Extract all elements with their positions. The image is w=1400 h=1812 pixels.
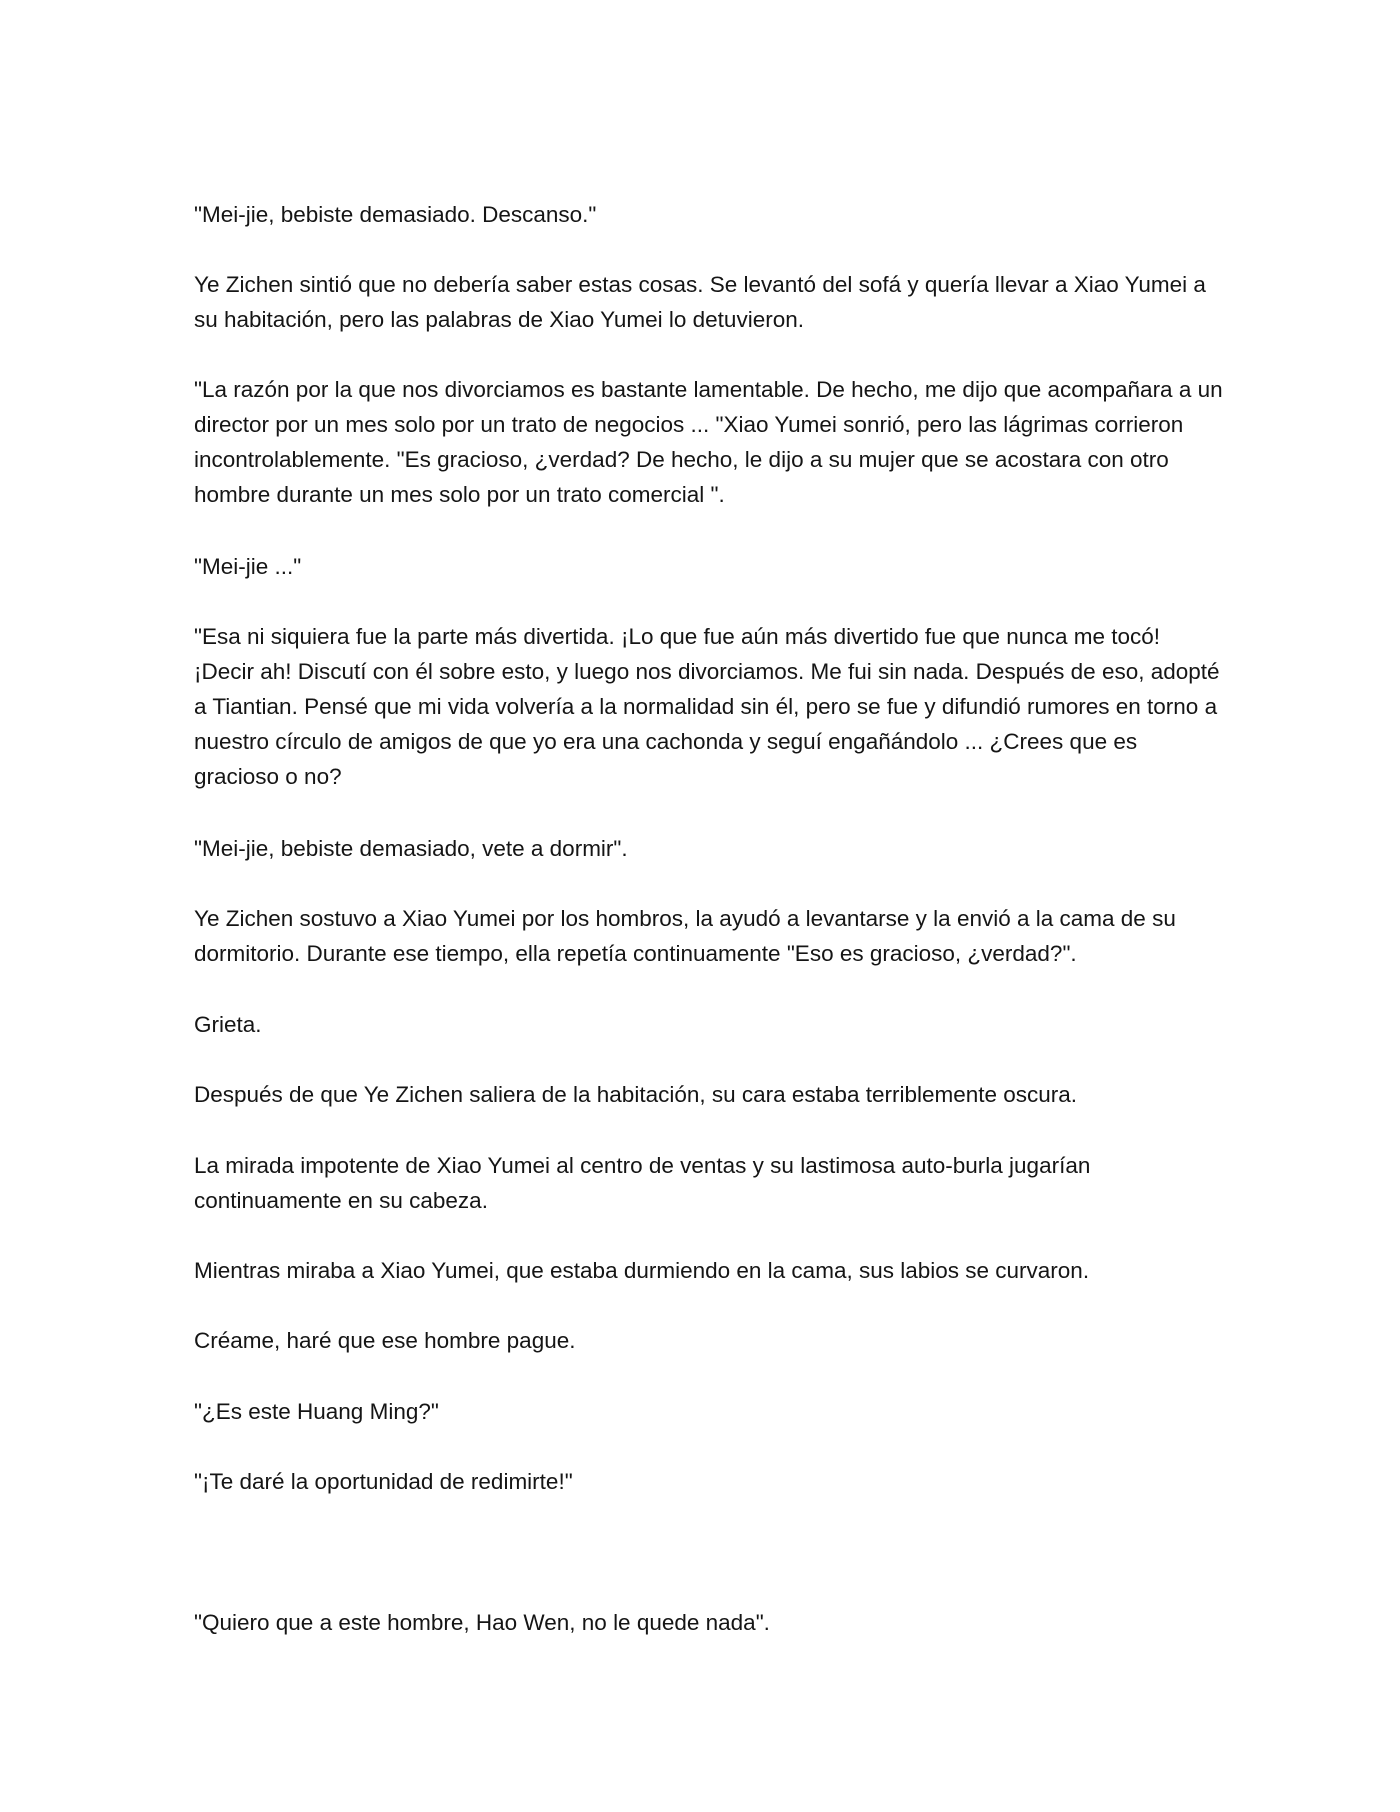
paragraph: Mientras miraba a Xiao Yumei, que estaba durmiendo en la cama, sus labios se curvaron. bbox=[194, 1258, 1090, 1283]
paragraph: Grieta. bbox=[194, 1012, 262, 1037]
paragraph: "¿Es este Huang Ming?" bbox=[194, 1399, 439, 1424]
paragraph: "¡Te daré la oportunidad de redimirte!" bbox=[194, 1469, 573, 1494]
paragraph: "Quiero que a este hombre, Hao Wen, no le quede nada". bbox=[194, 1610, 770, 1635]
paragraph: Después de que Ye Zichen saliera de la habitación, su cara estaba terriblemente oscura. bbox=[194, 1082, 1078, 1107]
paragraph: Ye Zichen sostuvo a Xiao Yumei por los hombros, la ayudó a levantarse y la envió a la cama de su dormitorio. Durante ese tiempo, ella repetía continuamente "Eso es gracioso, ¿verdad?". bbox=[194, 906, 1176, 966]
paragraph: "Mei-jie, bebiste demasiado, vete a dormir". bbox=[194, 836, 628, 861]
paragraph: "Esa ni siquiera fue la parte más divertida. ¡Lo que fue aún más divertido fue que nunca me tocó! ¡Decir ah! Discutí con él sobre esto, y luego nos divorciamos. Me fui sin nada. Después de eso, adopté a Tiantian. Pensé que mi vida volvería a la normalidad sin él, pero se fue y difundió rumores en torno a nuestro círculo de amigos de que yo era una cachonda y seguí engañándolo ... ¿Crees que es gracioso o no? bbox=[194, 624, 1220, 789]
paragraph: "La razón por la que nos divorciamos es bastante lamentable. De hecho, me dijo que acompañara a un director por un mes solo por un trato de negocios ... "Xiao Yumei sonrió, pero las lágrimas corrieron incontrolablemente. "Es gracioso, ¿verdad? De hecho, le dijo a su mujer que se acostara con otro hombre durante un mes solo por un trato comercial ". bbox=[194, 377, 1223, 507]
paragraph: "Mei-jie ..." bbox=[194, 554, 302, 579]
paragraph: Créame, haré que ese hombre pague. bbox=[194, 1328, 576, 1353]
paragraph: La mirada impotente de Xiao Yumei al centro de ventas y su lastimosa auto-burla jugarían continuamente en su cabeza. bbox=[194, 1153, 1091, 1213]
paragraph: Ye Zichen sintió que no debería saber estas cosas. Se levantó del sofá y quería llevar a Xiao Yumei a su habitación, pero las palabras de Xiao Yumei lo detuvieron. bbox=[194, 272, 1206, 332]
paragraph: "Mei-jie, bebiste demasiado. Descanso." bbox=[194, 202, 597, 227]
